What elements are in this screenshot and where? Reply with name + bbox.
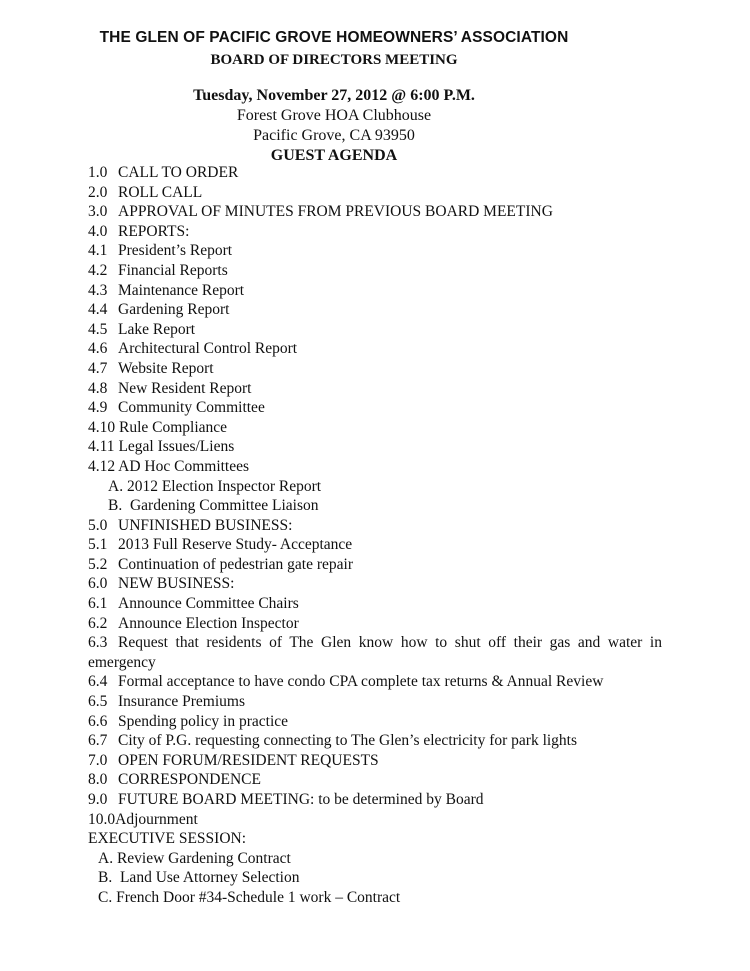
item-number: 1.0 bbox=[88, 164, 108, 181]
meeting-venue: Forest Grove HOA Clubhouse bbox=[236, 107, 432, 124]
item-number: 2.0 bbox=[88, 183, 108, 201]
agenda-item bbox=[88, 163, 662, 183]
item-text: Land Use Attorney Selection bbox=[119, 869, 300, 887]
item-text: Announce Committee Chairs bbox=[118, 595, 299, 613]
item-number: 4.8 bbox=[88, 379, 108, 397]
item-text: Rule Compliance bbox=[119, 418, 228, 436]
agenda-list bbox=[88, 163, 662, 908]
item-number: 4.2 bbox=[88, 261, 108, 279]
agenda-item bbox=[88, 594, 662, 614]
item-number: 6.5 bbox=[88, 693, 108, 711]
item-text: Gardening Committee Liaison bbox=[129, 497, 319, 515]
item-number: 5.1 bbox=[88, 536, 108, 554]
item-text: Insurance Premiums bbox=[118, 693, 245, 711]
item-text: Financial Reports bbox=[118, 261, 228, 279]
item-number: 6.1 bbox=[88, 595, 108, 613]
item-number: 4.11 bbox=[88, 438, 115, 456]
agenda-item bbox=[88, 300, 662, 320]
agenda-item bbox=[88, 633, 662, 672]
executive-session-item bbox=[88, 888, 662, 908]
item-number: A. bbox=[98, 849, 114, 867]
agenda-item bbox=[88, 241, 662, 261]
item-text: CORRESPONDENCE bbox=[118, 771, 261, 789]
item-text: Request that residents of The Glen know how to shut off their gas and water in emergency bbox=[88, 634, 662, 671]
item-text: French Door #34-Schedule 1 work – Contract bbox=[116, 888, 401, 906]
item-text: CALL TO ORDER bbox=[118, 164, 239, 181]
agenda-item bbox=[88, 672, 662, 692]
item-number: 3.0 bbox=[88, 203, 108, 221]
meeting-details bbox=[0, 86, 668, 166]
item-text: Community Committee bbox=[118, 399, 265, 417]
agenda-item bbox=[88, 398, 662, 418]
item-text: New Resident Report bbox=[118, 379, 252, 397]
executive-session-heading bbox=[88, 829, 662, 849]
item-number: 6.2 bbox=[88, 614, 108, 632]
item-number: 6.4 bbox=[88, 673, 108, 691]
item-text: OPEN FORUM/RESIDENT REQUESTS bbox=[118, 751, 379, 769]
item-text: Legal Issues/Liens bbox=[118, 438, 235, 456]
agenda-item bbox=[88, 281, 662, 301]
item-number: 4.5 bbox=[88, 320, 108, 338]
agenda-item bbox=[88, 790, 662, 810]
item-text: EXECUTIVE SESSION: bbox=[88, 830, 247, 848]
agenda-title: GUEST AGENDA bbox=[270, 147, 398, 164]
executive-session-item bbox=[88, 868, 662, 888]
agenda-item bbox=[88, 202, 662, 222]
item-number: 4.1 bbox=[88, 242, 108, 260]
meeting-title: BOARD OF DIRECTORS MEETING bbox=[210, 52, 458, 68]
agenda-item bbox=[88, 359, 662, 379]
item-number: 4.10 bbox=[88, 418, 116, 436]
item-text: Announce Election Inspector bbox=[118, 614, 299, 632]
agenda-item bbox=[88, 516, 662, 536]
agenda-subitem bbox=[88, 477, 662, 497]
agenda-item bbox=[88, 320, 662, 340]
item-number: 9.0 bbox=[88, 791, 108, 808]
item-number: 10.0 bbox=[88, 810, 116, 828]
agenda-item bbox=[88, 535, 662, 555]
item-text: Lake Report bbox=[118, 320, 196, 338]
meeting-datetime: Tuesday, November 27, 2012 @ 6:00 P.M. bbox=[193, 87, 475, 104]
agenda-item bbox=[88, 770, 662, 790]
item-number: 4.12 bbox=[88, 457, 116, 475]
agenda-item bbox=[88, 574, 662, 594]
item-number: 6.7 bbox=[88, 732, 108, 750]
item-text: ROLL CALL bbox=[118, 183, 203, 201]
item-text: 2013 Full Reserve Study- Acceptance bbox=[118, 536, 353, 554]
item-text: 2012 Election Inspector Report bbox=[126, 477, 322, 495]
agenda-item bbox=[88, 731, 662, 751]
item-text: Adjournment bbox=[115, 810, 198, 828]
item-text: Gardening Report bbox=[118, 301, 230, 319]
agenda-item bbox=[88, 712, 662, 732]
agenda-subitem bbox=[88, 496, 662, 516]
item-number: 4.9 bbox=[88, 399, 108, 417]
item-number: C. bbox=[98, 888, 113, 906]
meeting-city: Pacific Grove, CA 93950 bbox=[253, 127, 415, 144]
item-text: NEW BUSINESS: bbox=[118, 575, 235, 593]
item-number: 4.7 bbox=[88, 359, 108, 377]
item-number: 4.3 bbox=[88, 281, 108, 299]
item-text: Spending policy in practice bbox=[118, 712, 289, 730]
item-number: 7.0 bbox=[88, 751, 108, 769]
agenda-item bbox=[88, 457, 662, 477]
agenda-item bbox=[88, 751, 662, 771]
item-number: 5.0 bbox=[88, 516, 108, 534]
executive-session-item bbox=[88, 849, 662, 869]
item-text: Formal acceptance to have condo CPA complete tax returns & Annual Review bbox=[118, 673, 604, 691]
agenda-item bbox=[88, 183, 662, 203]
item-number: B. bbox=[98, 869, 113, 887]
item-number: 6.0 bbox=[88, 575, 108, 593]
item-text: Review Gardening Contract bbox=[116, 849, 291, 867]
agenda-item bbox=[88, 418, 662, 438]
item-text: APPROVAL OF MINUTES FROM PREVIOUS BOARD MEETING bbox=[118, 203, 553, 221]
item-number: 4.0 bbox=[88, 222, 108, 240]
item-text: AD Hoc Committees bbox=[118, 457, 250, 475]
item-text: Architectural Control Report bbox=[118, 340, 298, 358]
item-text: City of P.G. requesting connecting to The Glen’s electricity for park lights bbox=[118, 732, 578, 750]
item-text: FUTURE BOARD MEETING: to be determined by Board bbox=[118, 791, 484, 808]
item-text: Website Report bbox=[118, 359, 214, 377]
item-text: UNFINISHED BUSINESS: bbox=[118, 516, 293, 534]
item-number: A. bbox=[108, 477, 124, 495]
item-number: 6.6 bbox=[88, 712, 108, 730]
agenda-item bbox=[88, 614, 662, 634]
agenda-item bbox=[88, 810, 662, 830]
agenda-item bbox=[88, 379, 662, 399]
association-title: THE GLEN OF PACIFIC GROVE HOMEOWNERS’ ASSOCIATION bbox=[99, 29, 569, 46]
item-text: Continuation of pedestrian gate repair bbox=[118, 555, 354, 573]
item-number: B. bbox=[108, 497, 123, 515]
agenda-item bbox=[88, 261, 662, 281]
item-text: President’s Report bbox=[118, 242, 233, 260]
item-number: 5.2 bbox=[88, 555, 108, 573]
item-text: Maintenance Report bbox=[118, 281, 245, 299]
agenda-item bbox=[88, 339, 662, 359]
item-number: 8.0 bbox=[88, 771, 108, 789]
item-text: REPORTS: bbox=[118, 222, 190, 240]
item-number: 4.6 bbox=[88, 340, 108, 358]
agenda-item bbox=[88, 692, 662, 712]
item-number: 6.3 bbox=[88, 634, 108, 652]
item-number: 4.4 bbox=[88, 301, 108, 319]
agenda-item bbox=[88, 437, 662, 457]
agenda-item bbox=[88, 555, 662, 575]
agenda-item bbox=[88, 222, 662, 242]
